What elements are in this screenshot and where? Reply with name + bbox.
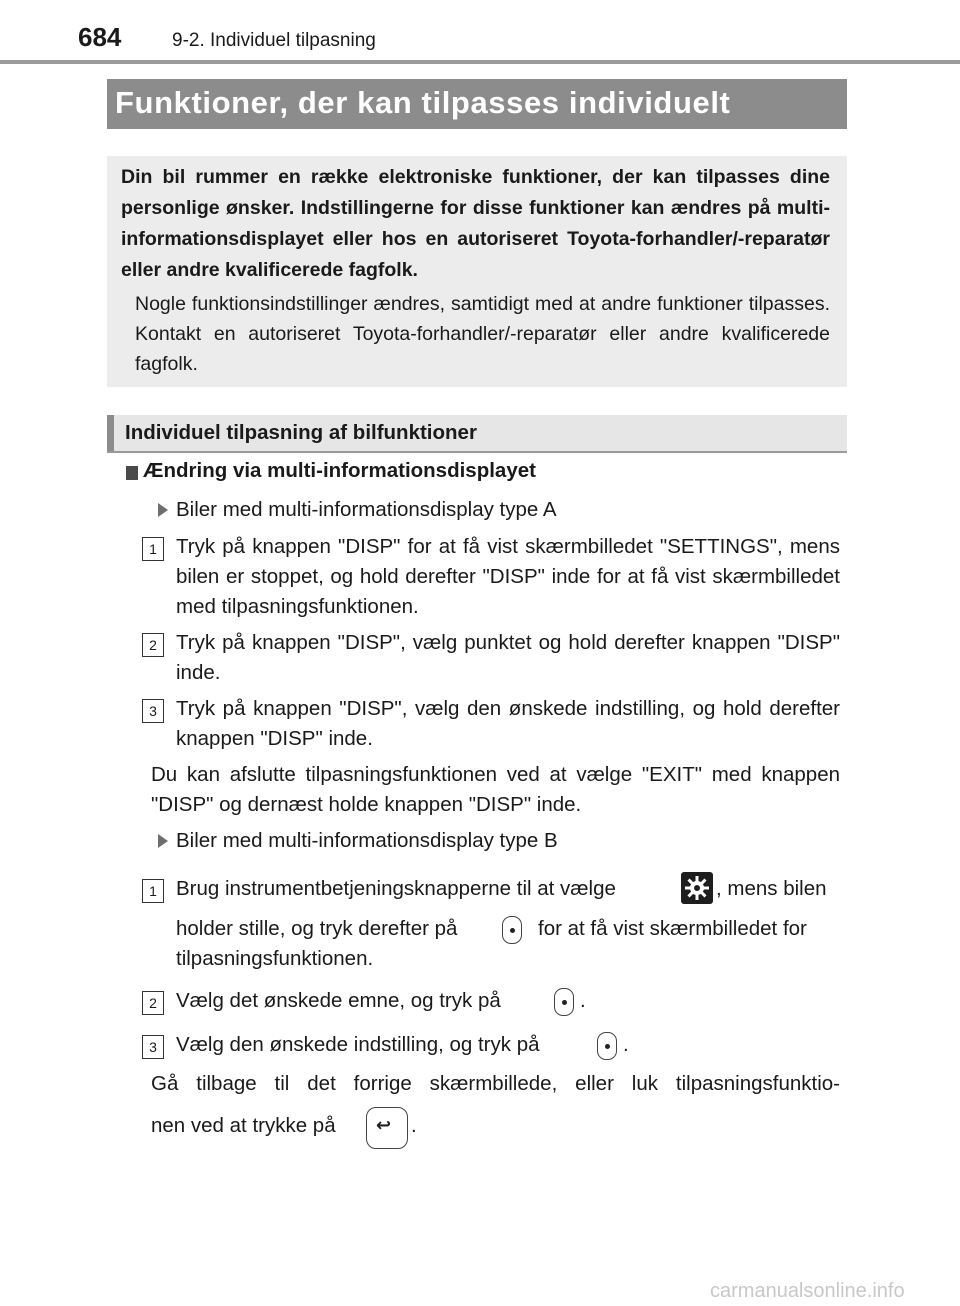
watermark: carmanualsonline.info: [710, 1280, 905, 1302]
intro-text: Din bil rummer en række elektroniske funktioner, der kan tilpasses dine personlige ønsker. Indstillingerne for disse funktioner kan ændres på multi-informationsdisplayet eller hos en autoriseret Toyota-forhandler/-reparatør eller andre kvalificerede fagfolk.: [121, 166, 830, 281]
type-b-step-2-text: .: [580, 989, 586, 1012]
type-b-step-1-text: , mens bilen: [716, 877, 827, 900]
title-banner: [107, 79, 847, 129]
page-title: Funktioner, der kan tilpasses individuelt: [115, 85, 731, 120]
type-b-step-1-text: Brug instrumentbetjeningsknapperne til at vælge: [176, 877, 616, 900]
intro-box: [107, 156, 847, 387]
subheading: Individuel tilpasning af bilfunktioner: [125, 421, 477, 444]
type-b-step-2-text: Vælg det ønskede emne, og tryk på: [176, 989, 501, 1012]
type-a-label: Biler med multi-informationsdisplay type A: [176, 498, 557, 521]
type-a-step-2: Tryk på knappen "DISP", vælg punktet og hold derefter knappen "DISP" inde.: [176, 631, 840, 684]
step-number: 1: [142, 537, 164, 561]
dot-button-icon: [502, 916, 522, 944]
dot-button-icon: [597, 1032, 617, 1060]
page-number: 684: [78, 22, 122, 52]
type-b-step-1-text: for at få vist skærmbilledet for: [538, 917, 807, 940]
type-b-note-line-2-end: .: [411, 1114, 417, 1137]
type-b-step-1-text: tilpasningsfunktionen.: [176, 947, 374, 970]
triangle-bullet-icon: [158, 834, 168, 848]
section-label: 9-2. Individuel tilpasning: [172, 30, 376, 51]
step-number: 1: [142, 879, 164, 903]
type-b-step-3-text: .: [623, 1033, 629, 1056]
type-a-step-3: Tryk på knappen "DISP", vælg den ønskede indstilling, og hold derefter knappen "DISP" inde.: [176, 697, 840, 750]
type-b-note-line-1: Gå tilbage til det forrige skærmbillede, eller luk tilpasningsfunktio-: [151, 1072, 840, 1095]
header-divider: [0, 60, 960, 64]
type-a-step-1: Tryk på knappen "DISP" for at få vist skærmbilledet "SETTINGS", mens bilen er stoppet, og hold derefter "DISP" inde for at få vist skærmbilledet med tilpasningsfunktionen.: [176, 535, 840, 618]
type-b-step-1-text: holder stille, og tryk derefter på: [176, 917, 458, 940]
step-number: 3: [142, 699, 164, 723]
step-number: 2: [142, 991, 164, 1015]
intro-note: Nogle funktionsindstillinger ændres, samtidigt med at andre funktioner tilpasses. Kontakt en autoriseret Toyota-forhandler/-reparatør eller andre kvalificerede fagfolk.: [135, 293, 830, 375]
gear-icon: [681, 872, 713, 904]
subheading-bar: [107, 415, 847, 453]
square-bullet-icon: [126, 466, 138, 480]
dot-button-icon: [554, 988, 574, 1016]
type-b-note-line-2: nen ved at trykke på: [151, 1114, 336, 1137]
type-b-step-3-text: Vælg den ønskede indstilling, og tryk på: [176, 1033, 540, 1056]
step-number: 2: [142, 633, 164, 657]
subheading-accent: [107, 415, 114, 451]
step-number: 3: [142, 1035, 164, 1059]
triangle-bullet-icon: [158, 503, 168, 517]
type-b-label: Biler med multi-informationsdisplay type B: [176, 829, 558, 852]
back-arrow-icon: ↩: [366, 1107, 408, 1149]
page-header: [0, 0, 960, 64]
type-a-note: Du kan afslutte tilpasningsfunktionen ved at vælge "EXIT" med knappen "DISP" og dernæst holde knappen "DISP" inde.: [151, 763, 840, 816]
section-heading: Ændring via multi-informationsdisplayet: [143, 459, 536, 482]
